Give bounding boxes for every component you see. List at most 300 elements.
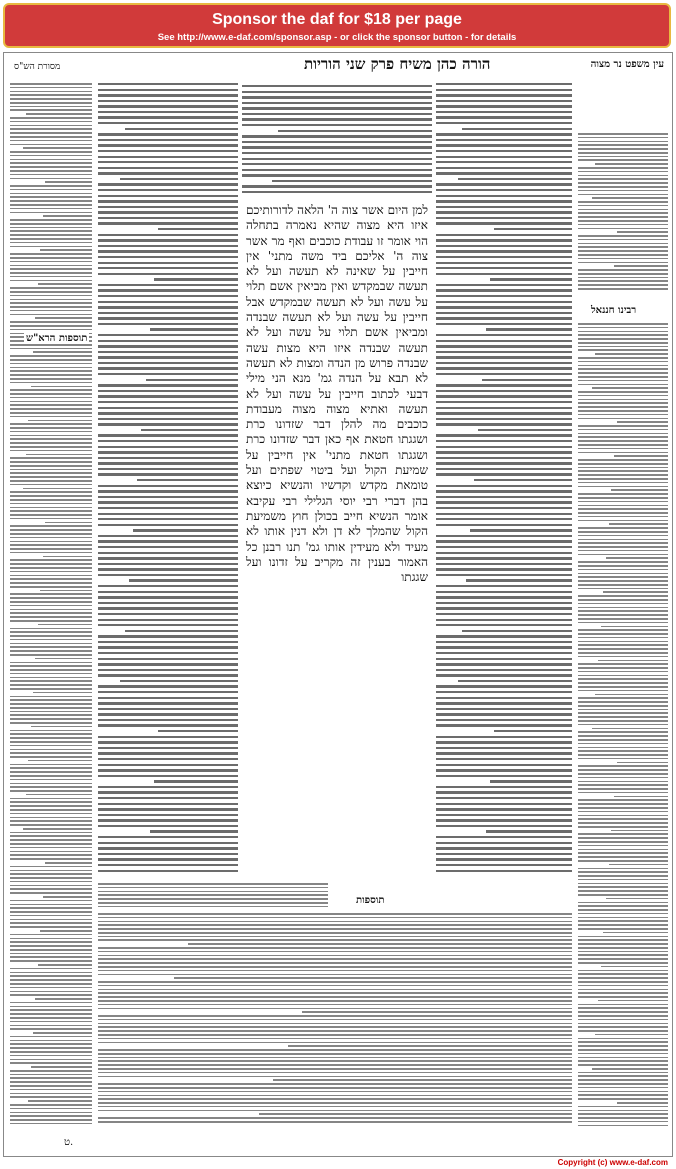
text-line — [98, 401, 238, 403]
text-line — [436, 641, 572, 643]
text-line — [436, 836, 572, 838]
text-line — [578, 406, 668, 408]
text-line — [10, 866, 92, 868]
text-line — [436, 540, 572, 542]
text-line — [98, 1083, 572, 1085]
text-line — [10, 575, 92, 577]
text-line — [242, 113, 432, 115]
text-line — [98, 697, 238, 699]
text-line — [578, 380, 668, 382]
text-line — [98, 958, 572, 960]
text-line — [154, 780, 238, 782]
text-line — [98, 552, 238, 554]
text-line — [98, 301, 238, 303]
text-line — [10, 529, 92, 531]
text-line — [129, 579, 238, 581]
text-line — [578, 671, 668, 673]
text-line — [578, 569, 668, 571]
text-line — [578, 1007, 668, 1009]
text-line — [10, 968, 92, 970]
text-line — [578, 992, 668, 994]
text-line — [259, 1113, 572, 1115]
tosafot-title: תוספות — [356, 895, 385, 906]
text-line — [98, 939, 572, 941]
text-line — [98, 641, 238, 643]
text-line — [98, 951, 572, 953]
text-line — [578, 224, 668, 226]
text-line — [10, 246, 92, 248]
text-line — [578, 803, 668, 805]
text-line — [578, 981, 668, 983]
text-line — [578, 159, 668, 161]
text-line — [10, 635, 92, 637]
text-line — [10, 987, 92, 989]
text-line — [578, 141, 668, 143]
text-line — [10, 144, 92, 146]
text-line — [436, 697, 572, 699]
text-line — [436, 144, 572, 146]
text-line — [10, 438, 92, 440]
text-line — [98, 1019, 572, 1021]
commentary-column-left — [98, 83, 238, 883]
text-line — [578, 190, 668, 192]
sponsor-banner[interactable] — [3, 3, 671, 48]
text-line — [436, 702, 572, 704]
text-line — [578, 856, 668, 858]
text-line — [609, 864, 668, 866]
text-line — [35, 317, 92, 319]
text-line — [98, 674, 238, 676]
text-line — [578, 996, 668, 998]
text-line — [436, 373, 572, 375]
text-line — [98, 306, 238, 308]
text-line — [436, 222, 572, 224]
text-line — [578, 520, 668, 522]
text-line — [578, 175, 668, 177]
text-line — [125, 128, 238, 130]
text-line — [98, 791, 238, 793]
text-line — [10, 238, 92, 240]
text-line — [10, 382, 92, 384]
text-line — [158, 730, 238, 732]
text-line — [98, 741, 238, 743]
text-line — [98, 891, 328, 893]
text-line — [436, 602, 572, 604]
text-line — [436, 496, 572, 498]
text-line — [31, 386, 93, 388]
text-line — [578, 425, 668, 427]
text-line — [436, 83, 572, 85]
text-line — [578, 418, 668, 420]
text-line — [578, 841, 668, 843]
text-line — [10, 798, 92, 800]
text-line — [10, 915, 92, 917]
text-line — [436, 457, 572, 459]
text-line — [98, 524, 238, 526]
text-line — [436, 468, 572, 470]
text-line — [10, 752, 92, 754]
text-line — [98, 262, 238, 264]
text-line — [33, 1032, 92, 1034]
sponsor-title[interactable]: Sponsor the daf for $18 per page — [212, 11, 462, 28]
text-line — [436, 295, 572, 297]
text-line — [98, 234, 238, 236]
text-line — [33, 351, 92, 353]
text-line — [436, 769, 572, 771]
text-line — [494, 730, 572, 732]
text-line — [578, 497, 668, 499]
text-line — [98, 669, 238, 671]
text-line — [578, 368, 668, 370]
text-line — [98, 635, 238, 637]
text-line — [272, 180, 432, 182]
text-line — [578, 731, 668, 733]
text-line — [10, 559, 92, 561]
text-line — [595, 1034, 668, 1036]
text-line — [242, 135, 432, 137]
text-line — [26, 794, 92, 796]
text-line — [578, 1057, 668, 1059]
text-line — [10, 435, 92, 437]
text-line — [10, 408, 92, 410]
text-line — [10, 756, 92, 758]
text-line — [10, 775, 92, 777]
text-line — [578, 939, 668, 941]
text-line — [10, 877, 92, 879]
text-line — [10, 707, 92, 709]
text-line — [578, 1015, 668, 1017]
text-line — [436, 501, 572, 503]
text-line — [617, 231, 668, 233]
text-line — [98, 928, 572, 930]
text-line — [288, 1045, 572, 1047]
text-line — [98, 947, 572, 949]
text-line — [436, 167, 572, 169]
text-line — [436, 317, 572, 319]
text-line — [436, 819, 572, 821]
text-line — [10, 688, 92, 690]
text-line — [578, 724, 668, 726]
text-line — [10, 820, 92, 822]
text-line — [98, 83, 238, 85]
text-line — [98, 858, 238, 860]
text-line — [436, 245, 572, 247]
text-line — [10, 684, 92, 686]
text-line — [10, 801, 92, 803]
text-line — [10, 196, 92, 198]
text-line — [578, 784, 668, 786]
text-line — [578, 565, 668, 567]
text-line — [578, 675, 668, 677]
text-line — [10, 98, 92, 100]
text-line — [23, 488, 92, 490]
text-line — [10, 817, 92, 819]
text-line — [436, 89, 572, 91]
text-line — [578, 1053, 668, 1055]
text-line — [578, 690, 668, 692]
text-line — [578, 886, 668, 888]
text-line — [578, 845, 668, 847]
text-line — [578, 243, 668, 245]
text-line — [578, 712, 668, 714]
text-line — [436, 658, 572, 660]
text-line — [578, 463, 668, 465]
text-line — [436, 323, 572, 325]
text-line — [98, 1053, 572, 1055]
text-line — [436, 407, 572, 409]
text-line — [578, 459, 668, 461]
text-line — [486, 830, 572, 832]
text-line — [98, 172, 238, 174]
text-line — [242, 96, 432, 98]
text-line — [10, 1123, 92, 1125]
text-line — [10, 1070, 92, 1072]
text-line — [98, 200, 238, 202]
text-line — [578, 554, 668, 556]
text-line — [10, 510, 92, 512]
text-line — [10, 287, 92, 289]
text-line — [98, 156, 238, 158]
text-line — [578, 1041, 668, 1043]
text-line — [98, 1000, 572, 1002]
text-line — [98, 814, 238, 816]
text-line — [578, 152, 668, 154]
text-line — [98, 1091, 572, 1093]
text-line — [578, 258, 668, 260]
text-line — [38, 283, 92, 285]
text-line — [578, 470, 668, 472]
text-line — [578, 811, 668, 813]
text-line — [436, 189, 572, 191]
text-line — [278, 130, 432, 132]
text-line — [436, 490, 572, 492]
text-line — [578, 505, 668, 507]
text-line — [10, 994, 92, 996]
text-line — [10, 397, 92, 399]
text-line — [10, 491, 92, 493]
text-line — [436, 708, 572, 710]
text-line — [436, 312, 572, 314]
text-line — [436, 217, 572, 219]
text-line — [578, 1125, 668, 1127]
text-line — [10, 499, 92, 501]
text-line — [98, 663, 238, 665]
text-line — [10, 189, 92, 191]
text-line — [578, 837, 668, 839]
text-line — [273, 1079, 572, 1081]
text-line — [436, 206, 572, 208]
text-line — [578, 205, 668, 207]
text-line — [242, 152, 432, 154]
text-line — [10, 805, 92, 807]
text-line — [598, 660, 668, 662]
text-line — [10, 306, 92, 308]
text-line — [436, 797, 572, 799]
text-line — [578, 1087, 668, 1089]
text-line — [10, 563, 92, 565]
text-line — [436, 624, 572, 626]
text-line — [436, 111, 572, 113]
text-line — [466, 579, 572, 581]
text-line — [98, 574, 238, 576]
text-line — [578, 452, 668, 454]
text-line — [578, 989, 668, 991]
text-line — [98, 239, 238, 241]
text-line — [98, 1076, 572, 1078]
text-line — [98, 245, 238, 247]
text-line — [98, 490, 238, 492]
text-line — [462, 128, 572, 130]
text-line — [10, 578, 92, 580]
text-line — [578, 448, 668, 450]
text-line — [436, 485, 572, 487]
text-line — [98, 340, 238, 342]
text-line — [10, 620, 92, 622]
rabbeinu-chananel-column — [578, 323, 668, 1133]
text-line — [436, 440, 572, 442]
text-line — [578, 588, 668, 590]
text-line — [10, 858, 92, 860]
text-line — [10, 469, 92, 471]
text-line — [478, 429, 572, 431]
text-line — [98, 373, 238, 375]
text-line — [578, 576, 668, 578]
text-line — [10, 835, 92, 837]
text-line — [10, 431, 92, 433]
text-line — [98, 1008, 572, 1010]
text-line — [10, 374, 92, 376]
text-line — [98, 161, 238, 163]
text-line — [10, 586, 92, 588]
text-line — [10, 677, 92, 679]
text-line — [578, 482, 668, 484]
text-line — [10, 404, 92, 406]
text-line — [98, 546, 238, 548]
text-line — [436, 518, 572, 520]
text-line — [98, 195, 238, 197]
text-line — [436, 764, 572, 766]
text-line — [33, 692, 92, 694]
text-line — [578, 603, 668, 605]
gemara-text: למן היום אשר צוה ה' הלאה לדורותיכם איזו היא מצוה שהיא נאמרה בתחלה הוי אומר זו עבודת כוכבים ואף מר אשר צוה ה' אליכם ביד משה מתני' אין חייבין על שאינה לא תעשה ועל לא תעשה שבמקדש ואין מביאין אשם תלוי על עשה ועל לא תעשה שבמקדש אבל חייבין על עשה ועל לא תעשה שבנדה ומביאין אשם תלוי על עשה ועל לא תעשה שבנדה איזו היא מצות עשה שבנדה פרוש מן הנדה ומצות לא תעשה לא תבא על הנדה גמ' מנא הני מילי דבעי לכתוב חייבין על עשה ועל לא תעשה ואתיא מצוה מצוה מעבודת כוכבים מה להלן דבר שזדונו כרת ושגגתו חטאת אף כאן דבר שזדונו כרת ושגגתו חטאת מתני' אין חייבין על שמיעת הקול ועל ביטוי שפתים ועל טומאת מקדש וקדשיו והנשיא כיוצא בהן דברי רבי יוסי הגלילי רבי עקיבא אומר הנשיא חייב בכולן חוץ משמיעת הקול שהמלך לא דן ולא דנין אותו לא מעיד ולא מעידין אותו גמ' תנו רבנן כל האמור בענין זה מקריב על זדונו ועל שגגתו — [246, 203, 428, 585]
text-line — [578, 656, 668, 658]
text-line — [98, 1060, 572, 1062]
text-line — [98, 507, 238, 509]
text-line — [436, 870, 572, 872]
text-line — [609, 523, 668, 525]
text-line — [578, 1083, 668, 1085]
text-line — [98, 803, 238, 805]
text-line — [578, 478, 668, 480]
text-line — [436, 613, 572, 615]
text-line — [578, 429, 668, 431]
text-line — [578, 920, 668, 922]
text-line — [578, 815, 668, 817]
sponsor-subtitle[interactable]: See http://www.e-daf.com/sponsor.asp - or click the sponsor button - for details — [157, 32, 517, 43]
text-line — [10, 851, 92, 853]
text-line — [242, 163, 432, 165]
text-line — [98, 652, 238, 654]
text-line — [10, 1115, 92, 1117]
text-line — [10, 662, 92, 664]
text-line — [578, 1072, 668, 1074]
text-line — [98, 981, 572, 983]
text-line — [578, 239, 668, 241]
text-line — [578, 209, 668, 211]
text-line — [578, 1049, 668, 1051]
text-line — [242, 118, 432, 120]
text-line — [578, 1106, 668, 1108]
text-line — [578, 144, 668, 146]
text-line — [436, 284, 572, 286]
text-line — [578, 958, 668, 960]
text-line — [141, 429, 238, 431]
text-line — [98, 970, 572, 972]
text-line — [10, 261, 92, 263]
text-line — [10, 601, 92, 603]
text-line — [10, 718, 92, 720]
text-line — [98, 819, 238, 821]
text-line — [436, 234, 572, 236]
text-line — [98, 906, 328, 908]
text-line — [98, 870, 238, 872]
text-line — [578, 539, 668, 541]
text-line — [578, 788, 668, 790]
text-line — [578, 277, 668, 279]
text-line — [28, 420, 92, 422]
text-line — [578, 947, 668, 949]
text-line — [578, 902, 668, 904]
text-line — [10, 204, 92, 206]
text-line — [578, 584, 668, 586]
text-line — [10, 257, 92, 259]
text-line — [98, 836, 238, 838]
text-line — [436, 239, 572, 241]
text-line — [242, 91, 432, 93]
text-line — [611, 489, 668, 491]
text-line — [10, 268, 92, 270]
text-line — [98, 936, 572, 938]
text-line — [436, 462, 572, 464]
text-line — [98, 1004, 572, 1006]
text-line — [578, 216, 668, 218]
text-line — [595, 353, 668, 355]
text-line — [10, 295, 92, 297]
text-line — [436, 267, 572, 269]
text-line — [578, 346, 668, 348]
text-line — [98, 702, 238, 704]
text-line — [436, 808, 572, 810]
text-line — [98, 1057, 572, 1059]
text-line — [578, 849, 668, 851]
text-line — [10, 926, 92, 928]
text-line — [578, 852, 668, 854]
text-line — [10, 117, 92, 119]
text-line — [98, 1064, 572, 1066]
text-line — [436, 340, 572, 342]
text-line — [578, 1045, 668, 1047]
text-line — [10, 631, 92, 633]
text-line — [98, 1023, 572, 1025]
text-line — [578, 644, 668, 646]
text-line — [10, 178, 92, 180]
text-line — [578, 212, 668, 214]
text-line — [578, 365, 668, 367]
text-line — [98, 390, 238, 392]
text-line — [436, 345, 572, 347]
text-line — [125, 630, 238, 632]
text-line — [98, 418, 238, 420]
